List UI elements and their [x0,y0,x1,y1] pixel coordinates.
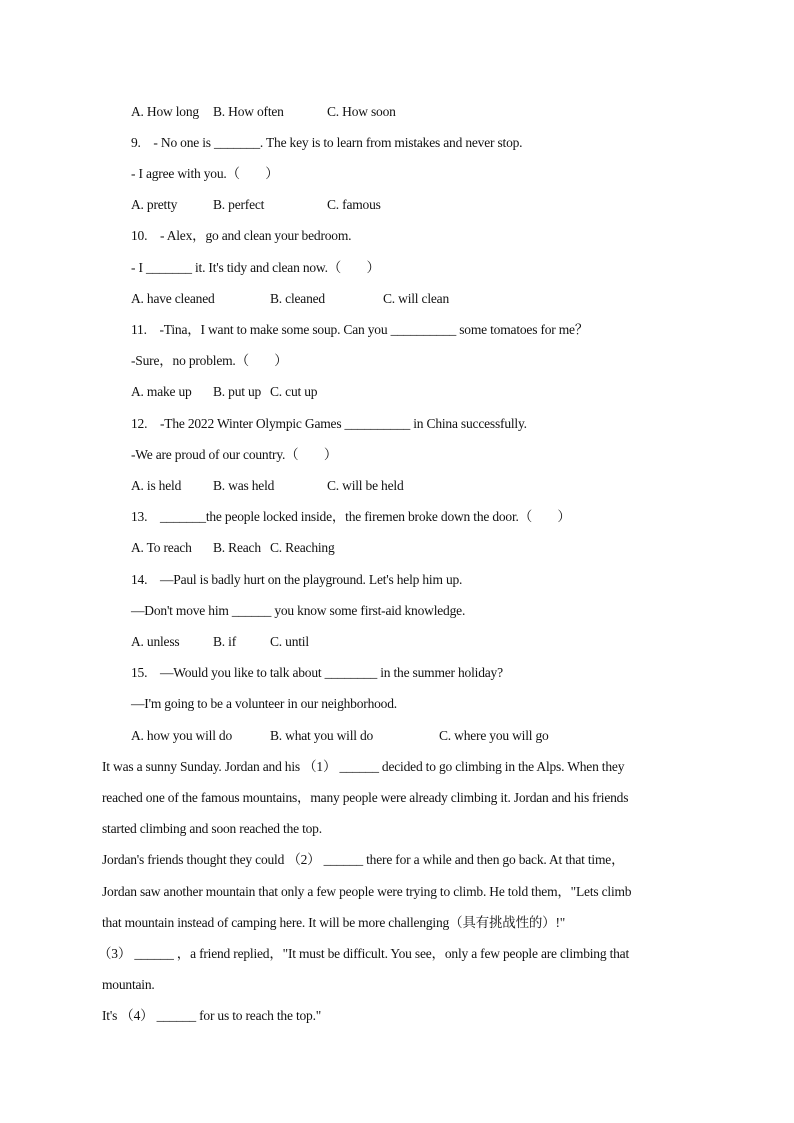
q14-stem: 14. —Paul is badly hurt on the playground. Let's help him up. [131,572,463,587]
q10-option-b: B. cleaned [270,291,325,306]
q10-stem: 10. - Alex，go and clean your bedroom. [131,228,352,243]
q15-option-c: C. where you will go [439,728,549,743]
q12-reply: -We are proud of our country.（ ） [131,447,338,462]
q12-option-c: C. will be held [327,478,404,493]
q14-option-b: B. if [213,634,237,649]
passage-line: started climbing and soon reached the top. [102,821,322,836]
q12-option-a: A. is held [131,478,182,493]
passage-line: that mountain instead of camping here. It will be more challenging（具有挑战性的）!" [102,915,566,930]
q9-reply: - I agree with you.（ ） [131,166,279,181]
q9-option-a: A. pretty [131,197,178,212]
q8-option-b: B. How often [213,104,284,119]
q9-stem: 9. - No one is _______. The key is to learn from mistakes and never stop. [131,135,523,150]
q14-option-c: C. until [270,634,309,649]
passage-line: （3） ______ ，a friend replied，"It must be difficult. You see，only a few people are climbing that [98,946,630,961]
q15-option-b: B. what you will do [270,728,374,743]
q12-stem: 12. -The 2022 Winter Olympic Games __________ in China successfully. [131,416,527,431]
q13-option-b: B. Reach [213,540,261,555]
q10-reply: - I _______ it. It's tidy and clean now.（ ） [131,260,380,275]
q12-option-b: B. was held [213,478,275,493]
q11-stem: 11. -Tina，I want to make some soup. Can you __________ some tomatoes for me？ [131,322,589,337]
q15-option-a: A. how you will do [131,728,233,743]
q10-option-a: A. have cleaned [131,291,215,306]
q11-option-c: C. cut up [270,384,318,399]
q11-option-a: A. make up [131,384,192,399]
q14-reply: —Don't move him ______ you know some first-aid knowledge. [131,603,466,618]
passage-line: It's （4） ______ for us to reach the top." [102,1008,322,1023]
passage-line: Jordan's friends thought they could （2） ______ there for a while and then go back. At that time， [102,852,625,867]
q14-option-a: A. unless [131,634,180,649]
q15-stem: 15. —Would you like to talk about ________ in the summer holiday? [131,665,503,680]
passage-line: reached one of the famous mountains，many people were already climbing it. Jordan and his friends [102,790,629,805]
q10-option-c: C. will clean [383,291,450,306]
q13-option-c: C. Reaching [270,540,335,555]
q13-stem: 13. _______the people locked inside，the firemen broke down the door.（ ） [131,509,571,524]
q11-reply: -Sure，no problem.（ ） [131,353,288,368]
passage-line: Jordan saw another mountain that only a few people were trying to climb. He told them，"Lets climb [102,884,632,899]
q11-option-b: B. put up [213,384,262,399]
q8-option-c: C. How soon [327,104,396,119]
passage-line: It was a sunny Sunday. Jordan and his （1） ______ decided to go climbing in the Alps. When they [102,759,625,774]
q8-option-a: A. How long [131,104,199,119]
q15-reply: —I'm going to be a volunteer in our neighborhood. [131,696,397,711]
q9-option-c: C. famous [327,197,381,212]
passage-line: mountain. [102,977,155,992]
q13-option-a: A. To reach [131,540,192,555]
q9-option-b: B. perfect [213,197,265,212]
